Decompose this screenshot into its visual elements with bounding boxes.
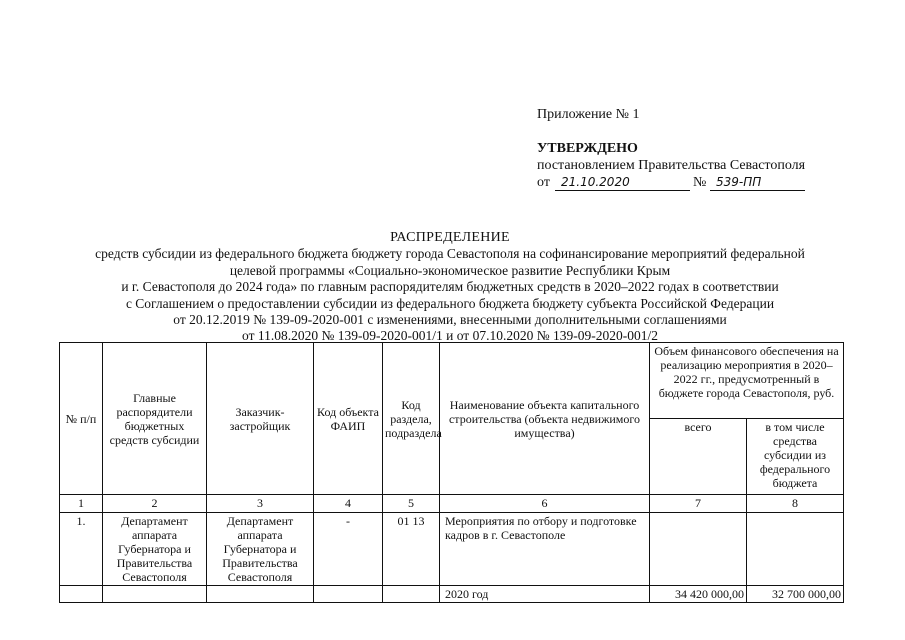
row-num: 1. xyxy=(60,513,103,586)
header-num: № п/п xyxy=(60,343,103,495)
table-header-row xyxy=(60,343,844,419)
row-faip-code xyxy=(314,586,383,603)
resolution-date: 21.10.2020 xyxy=(555,174,690,191)
row-section-code xyxy=(383,586,440,603)
table-row xyxy=(60,586,844,603)
heading-line: от 11.08.2020 № 139-09-2020-001/1 и от 07.10.2020 № 139-09-2020-001/2 xyxy=(242,328,658,344)
approved-label: УТВЕРЖДЕНО xyxy=(537,141,638,156)
resolution-number: 539-ПП xyxy=(710,174,805,191)
column-index-row xyxy=(60,495,844,513)
column-index: 5 xyxy=(383,495,440,513)
row-federal xyxy=(747,513,844,586)
header-federal: в том числе средства субсидии из федерального бюджета xyxy=(747,419,844,495)
row-object-name: 2020 год xyxy=(440,586,650,603)
header-volume: Объем финансового обеспечения на реализацию мероприятия в 2020–2022 гг., предусмотренный в бюджете города Севастополя, руб. xyxy=(650,343,844,419)
header-faip-code: Код объекта ФАИП xyxy=(314,343,383,495)
column-index: 3 xyxy=(207,495,314,513)
heading-line: средств субсидии из федерального бюджета бюджету города Севастополя на софинансирование мероприятий федеральной xyxy=(95,246,805,262)
row-total: 34 420 000,00 xyxy=(650,586,747,603)
heading-line: с Соглашением о предоставлении субсидии из федерального бюджета бюджету субъекта Российской Федерации xyxy=(125,295,775,311)
column-index: 8 xyxy=(747,495,844,513)
column-index: 4 xyxy=(314,495,383,513)
row-customer xyxy=(207,586,314,603)
column-index: 7 xyxy=(650,495,747,513)
row-section-code: 01 13 xyxy=(383,513,440,586)
row-manager xyxy=(103,586,207,603)
row-faip-code: - xyxy=(314,513,383,586)
header-managers: Главные распорядители бюджетных средств субсидии xyxy=(103,343,207,495)
column-index: 2 xyxy=(103,495,207,513)
header-object-name: Наименование объекта капитального строительства (объекта недвижимого имущества) xyxy=(440,343,650,495)
from-label: от xyxy=(537,175,550,190)
distribution-table xyxy=(59,342,844,603)
header-customer: Заказчик-застройщик xyxy=(207,343,314,495)
heading-line: от 20.12.2019 № 139-09-2020-001 с изменениями, внесенными дополнительными соглашениями xyxy=(173,312,727,328)
table-row xyxy=(60,513,844,586)
row-manager: Департамент аппарата Губернатора и Правительства Севастополя xyxy=(103,513,207,586)
heading-line: целевой программы «Социально-экономическое развитие Республики Крым xyxy=(229,262,671,278)
column-index: 1 xyxy=(60,495,103,513)
annex-label: Приложение № 1 xyxy=(537,107,640,122)
heading-line: и г. Севастополя до 2024 года» по главным распорядителям бюджетных средств в 2020–2022 годах в соответствии xyxy=(121,279,779,295)
header-total: всего xyxy=(650,419,747,495)
row-total xyxy=(650,513,747,586)
row-object-name: Мероприятия по отбору и подготовке кадров в г. Севастополе xyxy=(440,513,650,586)
number-label: № xyxy=(693,175,707,190)
row-federal: 32 700 000,00 xyxy=(747,586,844,603)
row-customer: Департамент аппарата Губернатора и Правительства Севастополя xyxy=(207,513,314,586)
header-section-code: Код раздела, подраздела xyxy=(383,343,440,495)
column-index: 6 xyxy=(440,495,650,513)
row-num xyxy=(60,586,103,603)
document-title: РАСПРЕДЕЛЕНИЕ xyxy=(390,230,510,245)
document-heading xyxy=(40,230,860,345)
approved-by: постановлением Правительства Севастополя xyxy=(537,158,806,173)
approval-block xyxy=(537,106,837,192)
date-number-line xyxy=(537,174,837,192)
